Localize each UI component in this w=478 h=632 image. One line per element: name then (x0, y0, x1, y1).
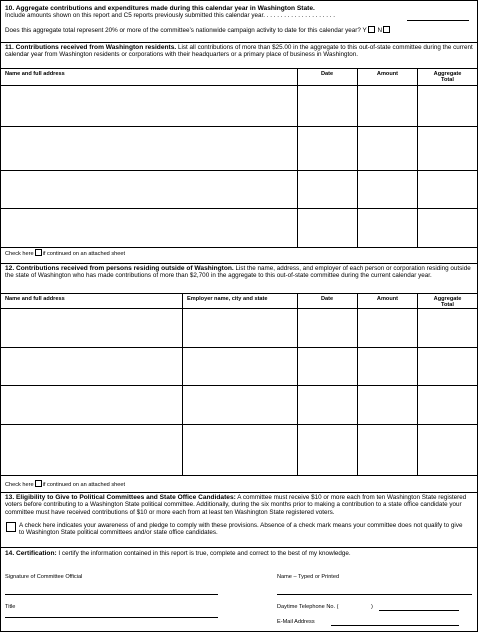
yes-label: Y (362, 26, 367, 34)
section-11 (1, 42, 477, 263)
name-label: Name – Typed or Printed (277, 574, 340, 580)
col-aggregate-2: Aggregate Total (433, 296, 462, 308)
phone-field[interactable] (379, 610, 459, 611)
section-12 (1, 263, 477, 488)
section-10-title: 10. Aggregate contributions and expenditures made during this calendar year in Washington State. (5, 5, 315, 12)
section-12-continued-checkbox[interactable] (35, 480, 42, 487)
section-11-continued: Check here if continued on an attached sheet (5, 251, 126, 257)
email-label: E-Mail Address (277, 619, 315, 625)
no-checkbox[interactable] (383, 26, 390, 33)
section-11-continued-checkbox[interactable] (35, 249, 42, 256)
signature-label: Signature of Committee Official (5, 574, 83, 580)
signature-field[interactable] (5, 594, 218, 595)
section-14-title: 14. Certification: (5, 550, 57, 557)
section-10 (1, 1, 477, 41)
yes-checkbox[interactable] (368, 26, 375, 33)
section-13 (1, 492, 477, 547)
section-11-desc: List all contributions of more than $25.00 in the aggregate to this out-of-state committee during the current calendar year from Washington residents or corporations with their headquarters or a primary place of business in Washington. (5, 44, 473, 59)
col-name-address: Name and full address (5, 71, 65, 77)
section-11-title: 11. Contributions received from Washington residents. (5, 44, 177, 51)
col-amount: Amount (376, 71, 399, 77)
section-14 (1, 547, 477, 631)
no-label: N (377, 26, 383, 34)
col-amount-2: Amount (376, 296, 399, 302)
section-14-text: I certify the information contained in this report is true, complete and correct to the best of my knowledge. (58, 550, 351, 557)
col-date-2: Date (320, 296, 334, 302)
pledge-text: A check here indicates your awareness of and pledge to comply with these provisions. Absence of a check mark means your committee does not qualify to give to Washington State political committees and/or state office candidates. (19, 522, 463, 537)
col-aggregate: Aggregate Total (433, 71, 462, 83)
title-field[interactable] (5, 617, 218, 618)
pledge-checkbox[interactable] (6, 522, 16, 532)
section-13-title: 13. Eligibility to Give to Political Committees and State Office Candidates: (5, 494, 236, 501)
email-field[interactable] (331, 625, 459, 626)
col-name-address-2: Name and full address (5, 296, 65, 302)
section-13-desc: A committee must receive $10 or more each from ten Washington State registered voters before contributing to a Washington State political committee. Additionally, during the six months prior to making a contribution to a state office candidate your committee must have received contributions of $10 or more each from at least ten Washington State registered voters. (5, 494, 467, 516)
section-10-line1: Include amounts shown on this report and C5 reports previously submitted this calendar year. . . . . . . . . . . . . . . . . . . . . (5, 12, 336, 20)
name-field[interactable] (277, 594, 472, 595)
col-date: Date (320, 71, 334, 77)
section-12-title: 12. Contributions received from persons residing outside of Washington. (5, 265, 234, 272)
title-label: Title (5, 604, 16, 610)
phone-paren: ) (371, 604, 373, 610)
aggregate-amount-field[interactable] (407, 20, 469, 21)
section-12-desc: List the name, address, and employer of each person or corporation residing outside the state of Washington who has made contributions of more than $2,700 in the aggregate to this out-of-state committee during the current calendar year. (5, 265, 471, 280)
col-employer: Employer name, city and state (187, 296, 268, 302)
section-10-question: Does this aggregate total represent 20% or more of the committee’s nationwide campaign activity to date for this calendar year? (5, 26, 361, 34)
section-12-continued: Check here if continued on an attached sheet (5, 482, 126, 488)
phone-label: Daytime Telephone No. ( (277, 604, 339, 610)
